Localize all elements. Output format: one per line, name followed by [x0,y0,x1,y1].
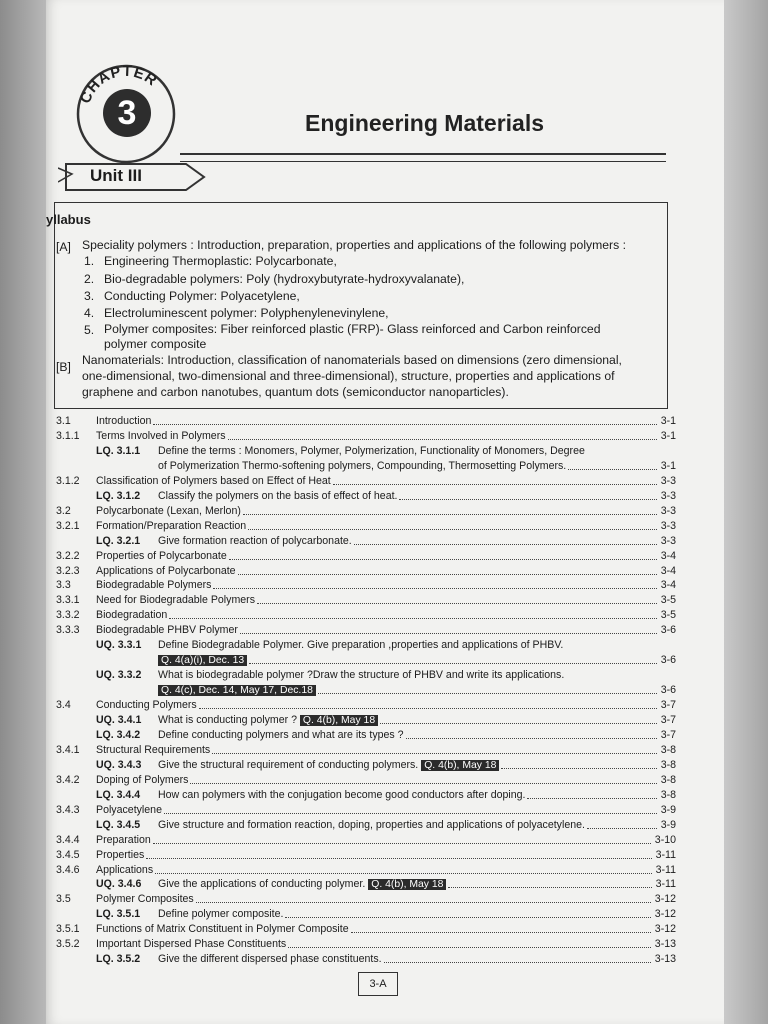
entry-title: Classification of Polymers based on Effect of Heat [96,474,331,487]
page-ref: 3-7 [660,714,676,726]
dot-leader [288,947,651,948]
chapter-word: CHAPTER [76,62,161,106]
entry-title: Classify the polymers on the basis of effect of heat. [158,489,398,502]
dot-leader [153,843,651,844]
page-ref: 3-3 [660,474,676,487]
unit-label: Unit III [90,166,142,185]
section-number: 3.5 [56,893,71,906]
page-ref: 3-6 [660,624,676,637]
contents-question-row [56,952,676,967]
dot-leader [399,499,657,500]
entry-title: Give the different dispersed phase constituents. [158,953,382,966]
dot-leader [240,633,657,634]
page-ref: 3-8 [660,773,676,786]
entry-title: Define conducting polymers and what are its types ? [158,728,404,741]
question-code: LQ. 3.4.5 [96,818,141,831]
contents-row [56,937,676,952]
dot-leader [228,439,657,440]
exam-reference-badge: Q. 4(b), May 18 [368,879,446,890]
contents-row [56,459,676,474]
section-number: 3.3.1 [56,594,80,607]
page-ref: 3-11 [655,863,676,876]
section-number: 3.2.3 [56,564,80,577]
section-number: 3.2 [56,504,71,517]
entry-title: Preparation [96,833,151,846]
exam-reference-badge: Q. 4(b), May 18 [421,760,499,771]
contents-question-row [56,534,676,549]
dot-leader [527,798,657,799]
contents-row [56,833,676,848]
syllabus-item-number: 5. [84,323,95,337]
entry-title: Important Dispersed Phase Constituents [96,938,287,951]
entry-title: Define Biodegradable Polymer. Give preparation ,properties and applications of PHBV. [158,639,564,652]
page-ref: 3-12 [654,893,676,906]
contents-question-row [56,788,676,803]
page-ref: 3-8 [660,758,676,771]
contents-row [56,474,676,489]
page-ref: 3-3 [660,489,676,502]
page-ref: 3-3 [660,504,676,517]
entry-title: Conducting Polymers [96,699,197,712]
section-number: 3.4.3 [56,803,80,816]
contents-question-row [56,758,676,773]
entry-title: Functions of Matrix Constituent in Polymer Composite [96,923,349,936]
entry-title: Terms Involved in Polymers [96,429,226,442]
section-number: 3.5.2 [56,938,80,951]
entry-title: Applications of Polycarbonate [96,564,236,577]
dot-leader [587,828,657,829]
contents-row [56,848,676,863]
contents-row [56,608,676,623]
syllabus-b-line: graphene and carbon nanotubes, quantum dots (semiconductor nanoparticles). [82,385,509,399]
contents-question-row [56,907,676,922]
entry-title: What is conducting polymer ? [158,714,297,726]
entry-title: Give the structural requirement of conducting polymers. [158,758,419,771]
page-ref: 3-6 [660,654,676,667]
syllabus-item-number: 2. [84,272,95,286]
page-ref: 3-4 [660,564,676,577]
section-number: 3.4.6 [56,863,80,876]
entry-title: Define polymer composite. [158,908,284,921]
section-number: 3.4.4 [56,833,80,846]
syllabus-tag-b: [B] [56,360,71,374]
page-ref: 3-5 [660,594,676,607]
dot-leader [249,663,657,664]
chapter-title: Engineering Materials [305,110,545,136]
contents-question-row [56,489,676,504]
syllabus-item-continued: polymer composite [104,337,207,351]
dot-leader [333,484,657,485]
dot-leader [213,588,657,589]
syllabus-item-number: 3. [84,289,95,303]
section-number: 3.1.2 [56,474,80,487]
entry-title: Properties [96,848,145,861]
dot-leader [243,514,657,515]
dot-leader [238,574,657,575]
section-number: 3.5.1 [56,923,80,936]
page-ref: 3-13 [654,953,676,966]
contents-row [56,414,676,429]
entry-title: Biodegradable PHBV Polymer [96,624,238,637]
contents-question-row [56,877,676,892]
contents-row [56,773,676,788]
contents-row [56,593,676,608]
page-number: 3-A [358,972,398,996]
syllabus-b-line: one-dimensional, two-dimensional and three-dimensional), structure, properties and applications of [82,369,615,383]
entry-title: Polycarbonate (Lexan, Merlon) [96,504,241,517]
page-ref: 3-7 [660,728,676,741]
contents-row [56,803,676,818]
contents-row [56,698,676,713]
section-number: 3.2.1 [56,519,80,532]
dot-leader [351,932,651,933]
entry-title: What is biodegradable polymer ?Draw the structure of PHBV and write its applications. [158,669,565,682]
dot-leader [380,723,657,724]
dot-leader [501,768,657,769]
contents-row [56,504,676,519]
entry-title: Properties of Polycarbonate [96,549,227,562]
section-number: 3.3.2 [56,609,80,622]
page-ref: 3-4 [660,579,676,592]
contents-row [56,892,676,907]
page-ref: 3-9 [660,803,676,816]
dot-leader [155,873,652,874]
dot-leader [257,603,657,604]
contents-row [56,623,676,638]
section-number: 3.3 [56,579,71,592]
syllabus-heading: yllabus [46,212,91,227]
section-number: 3.1 [56,415,71,427]
page-ref: 3-12 [654,923,676,936]
dot-leader [448,887,652,888]
syllabus-a-intro: Speciality polymers : Introduction, preparation, properties and applications of the following polymers : [82,238,626,252]
dot-leader [146,858,652,859]
section-number: 3.4.5 [56,848,80,861]
question-code: UQ. 3.4.3 [96,758,142,771]
book-gutter-left [0,0,46,1024]
section-number: 3.3.3 [56,624,80,637]
contents-row [56,549,676,564]
syllabus-item: Bio-degradable polymers: Poly (hydroxybutyrate-hydroxyvalanate), [104,272,465,286]
question-code: LQ. 3.4.4 [96,788,141,801]
contents-question-row [56,713,676,728]
contents-row [56,519,676,534]
contents-question-row [56,638,676,653]
page-ref: 3-4 [660,549,676,562]
contents-row [56,683,676,698]
syllabus-tag-a: [A] [56,240,71,254]
entry-title: of Polymerization Thermo-softening polymers, Compounding, Thermosetting Polymers. [158,459,567,472]
contents-row [56,863,676,878]
page-ref: 3-8 [660,743,676,756]
dot-leader [318,693,657,694]
contents-question-row [56,668,676,683]
contents-row [56,578,676,593]
section-number: 3.2.2 [56,549,80,562]
syllabus-item-number: 1. [84,254,95,268]
entry-title: Applications [96,863,154,876]
syllabus-item: Conducting Polymer: Polyacetylene, [104,289,300,303]
dot-leader [169,618,657,619]
page-ref: 3-3 [660,534,676,547]
chapter-number: 3 [117,94,137,132]
page-ref: 3-10 [654,833,676,846]
section-number: 3.4.2 [56,773,80,786]
entry-title: Give structure and formation reaction, doping, properties and applications of polyacetylene. [158,818,585,831]
contents-row [56,743,676,758]
question-code: LQ. 3.2.1 [96,534,141,547]
exam-reference-badge: Q. 4(c), Dec. 14, May 17, Dec.18 [158,685,316,696]
entry-title: Give formation reaction of polycarbonate. [158,534,352,547]
entry-title: How can polymers with the conjugation become good conductors after doping. [158,788,526,801]
question-code: UQ. 3.4.6 [96,878,142,891]
page-ref: 3-11 [655,878,676,891]
syllabus-item: Engineering Thermoplastic: Polycarbonate, [104,254,337,268]
contents-question-row [56,728,676,743]
entry-title: Introduction [96,415,152,427]
contents-row [56,922,676,937]
dot-leader [354,544,657,545]
dot-leader [285,917,651,918]
dot-leader [229,559,657,560]
entry-title: Polyacetylene [96,803,162,816]
entry-title: Doping of Polymers [96,773,189,786]
page-ref: 3-8 [660,788,676,801]
entry-title: Formation/Preparation Reaction [96,519,247,532]
section-number: 3.4.1 [56,743,80,756]
syllabus-item: Polymer composites: Fiber reinforced plastic (FRP)- Glass reinforced and Carbon reinforced [104,322,601,336]
page-ref: 3-11 [655,848,676,861]
page-ref: 3-12 [654,908,676,921]
dot-leader [164,813,657,814]
section-number: 3.4 [56,699,71,712]
contents-row [56,564,676,579]
page-ref: 3-6 [660,684,676,697]
syllabus-item: Electroluminescent polymer: Polyphenylenevinylene, [104,306,389,320]
page-ref: 3-3 [660,519,676,532]
contents-row [56,429,676,444]
question-code: UQ. 3.3.2 [96,669,142,682]
dot-leader [196,902,651,903]
dot-leader [199,708,657,709]
dot-leader [384,962,651,963]
page-ref: 3-7 [660,699,676,712]
question-code: UQ. 3.4.1 [96,714,142,726]
entry-title: Structural Requirements [96,743,211,756]
entry-title: Define the terms : Monomers, Polymer, Polymerization, Functionality of Monomers, Degree [158,444,585,457]
syllabus-item-number: 4. [84,306,95,320]
exam-reference-badge: Q. 4(b), May 18 [300,715,378,726]
entry-title: Polymer Composites [96,893,194,906]
entry-title: Biodegradation [96,609,168,622]
entry-title: Biodegradable Polymers [96,579,212,592]
exam-reference-badge: Q. 4(a)(i), Dec. 13 [158,655,247,666]
section-number: 3.1.1 [56,429,80,442]
page-ref: 3-1 [660,429,676,442]
page-ref: 3-1 [660,415,676,427]
question-code: LQ. 3.5.1 [96,908,141,921]
dot-leader [212,753,657,754]
page-ref: 3-13 [654,938,676,951]
page-ref: 3-1 [660,459,676,472]
title-rule [180,153,666,162]
dot-leader [406,738,657,739]
question-code: UQ. 3.3.1 [96,639,142,652]
dot-leader [190,783,657,784]
chapter-badge [74,62,178,166]
dot-leader [568,469,657,470]
dot-leader [153,424,657,425]
question-code: LQ. 3.4.2 [96,728,141,741]
entry-title: Need for Biodegradable Polymers [96,594,255,607]
dot-leader [248,529,657,530]
page-ref: 3-5 [660,609,676,622]
contents-question-row [56,444,676,459]
contents-question-row [56,818,676,833]
page-ref: 3-9 [660,818,676,831]
contents-row [56,653,676,668]
question-code: LQ. 3.1.2 [96,489,141,502]
question-code: LQ. 3.5.2 [96,953,141,966]
question-code: LQ. 3.1.1 [96,444,141,457]
book-edge-right [724,0,768,1024]
entry-title: Give the applications of conducting polymer. [158,878,366,891]
syllabus-b-line: Nanomaterials: Introduction, classification of nanomaterials based on dimensions (zero dimensional, [82,353,622,367]
